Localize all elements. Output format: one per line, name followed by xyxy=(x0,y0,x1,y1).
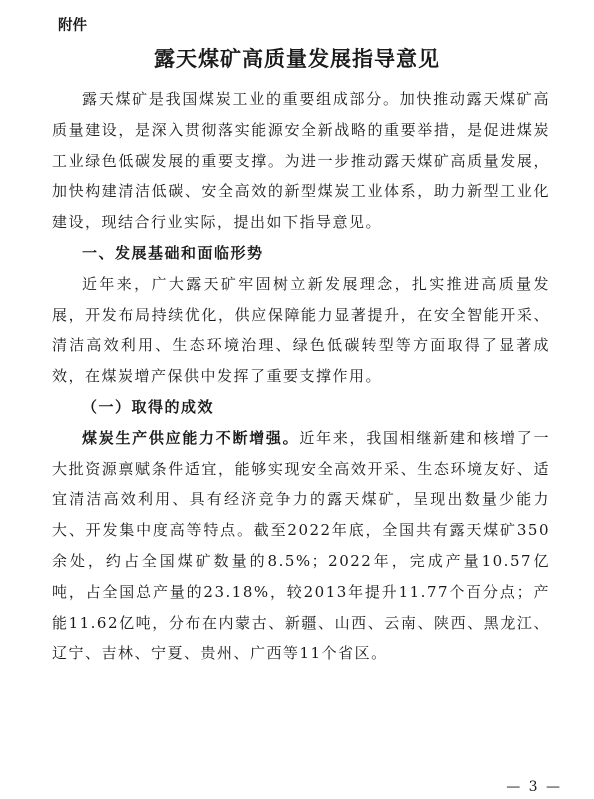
paragraph-lead: 煤炭生产供应能力不断增强。 xyxy=(82,428,300,447)
achievement-paragraph xyxy=(52,423,550,669)
paragraph-text: 近年来，我国相继新建和核增了一大批资源禀赋条件适宜，能够实现安全高效开采、生态环境友好、适宜清洁高效利用、具有经济竞争力的露天煤矿，呈现出数量少能力大、开发集中度高等特点。截至2022年底，全国共有露天煤矿350余处，约占全国煤矿数量的8.5%；2022年，完成产量10.57亿吨，占全国总产量的23.18%，较2013年提升11.77个百分点；产能11.62亿吨，分布在内蒙古、新疆、山西、云南、陕西、黑龙江、辽宁、吉林、宁夏、贵州、广西等11个省区。 xyxy=(52,428,550,663)
section-heading: 一、发展基础和面临形势 xyxy=(82,243,264,262)
document-body xyxy=(52,84,550,669)
page-number: — 3 — xyxy=(506,779,562,795)
attachment-label: 附件 xyxy=(58,18,87,34)
subsection-heading: （一）取得的成效 xyxy=(82,397,215,416)
document-title: 露天煤矿高质量发展指导意见 xyxy=(154,46,440,71)
intro-paragraph: 露天煤矿是我国煤炭工业的重要组成部分。加快推动露天煤矿高质量建设，是深入贯彻落实能源安全新战略的重要举措，是促进煤炭工业绿色低碳发展的重要支撑。为进一步推动露天煤矿高质量发展，加快构建清洁低碳、安全高效的新型煤炭工业体系，助力新型工业化建设，现结合行业实际，提出如下指导意见。 xyxy=(52,90,550,232)
section-paragraph: 近年来，广大露天矿牢固树立新发展理念，扎实推进高质量发展，开发布局持续优化，供应保障能力显著提升，在安全智能开采、清洁高效利用、生态环境治理、绿色低碳转型等方面取得了显著成效，在煤炭增产保供中发挥了重要支撑作用。 xyxy=(52,274,550,386)
